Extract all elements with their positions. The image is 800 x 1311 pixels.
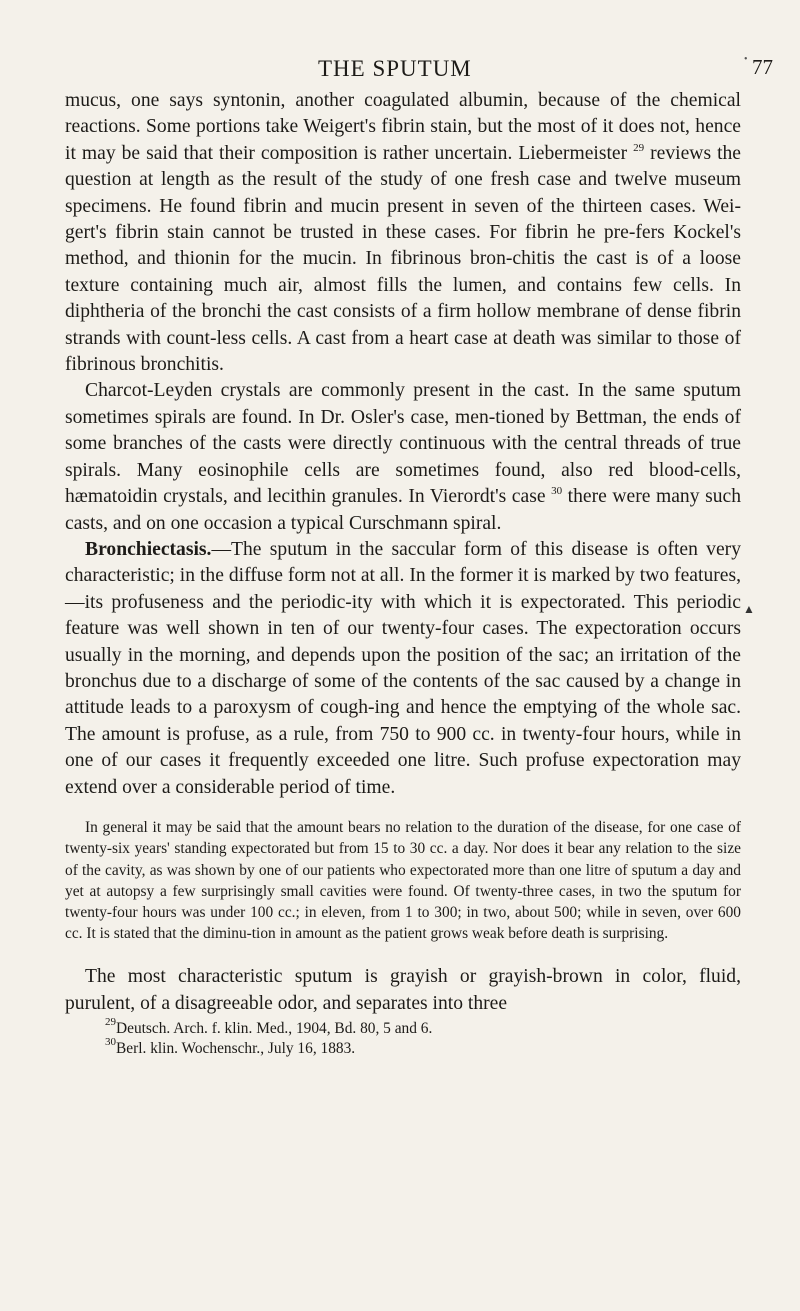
footnotes <box>105 1015 741 1059</box>
paragraph-1 <box>65 88 741 378</box>
margin-ink-mark-icon: ▲ <box>743 602 755 616</box>
footnote-29-mark: 29 <box>105 1015 116 1028</box>
paragraph-2-rest: there were many such casts, and on one occasion a typical Curschmann spiral. <box>65 486 741 534</box>
footnote-ref-29: 29 <box>633 141 645 154</box>
stray-dot-mark: • <box>744 54 748 65</box>
paragraph-2 <box>65 378 741 536</box>
paragraph-bronchiectasis <box>65 537 741 801</box>
footnote-ref-30: 30 <box>551 485 563 498</box>
running-head <box>0 54 800 84</box>
paragraph-1-text: mucus, one says syntonin, another coagulated albumin, because of the chemical reactions. Some portions take Weigert's fibrin stain, but the most of it does not, hence it may be said that their composition is rather uncertain. Liebermeister <box>65 90 741 164</box>
paragraph-2-text: Charcot-Leyden crystals are commonly present in the cast. In the same sputum sometimes spirals are found. In Dr. Osler's case, men-tioned by Bettman, the ends of some branches of the casts were directly continuous with the central threads of true spirals. Many eosinophile cells are sometimes found, also red blood-cells, hæmatoidin crystals, and lecithin granules. In Vierordt's case <box>65 380 741 508</box>
closing-paragraph: The most characteristic sputum is grayish or grayish-brown in color, fluid, purulent, of a disagreeable odor, and separates into three <box>65 965 741 1014</box>
paragraph-bronchiectasis-text: —The sputum in the saccular form of this disease is often very characteristic; in the diffuse form not at all. In the former it is marked by two features,—its profuseness and the periodic-ity with which it is expectorated. This periodic feature was well shown in ten of our twenty-four cases. The expectoration occurs usually in the morning, and depends upon the position of the sac; an irritation of the bronchus due to a discharge of some of the contents of the sac caused by a change in attitude leads to a paroxysm of cough-ing and hence the emptying of the whole sac. The amount is profuse, as a rule, from 750 to 900 cc. in twenty-four hours, while in one of our cases it frequently exceeded one litre. Such profuse expectoration may extend over a considerable period of time. <box>65 538 741 798</box>
paragraph-1-rest: reviews the question at length as the result of the study of one fresh case and twelve museum specimens. He found fibrin and mucin present in seven of the thirteen cases. Wei-gert's fibrin stain cannot be trusted in these cases. For fibrin he pre-fers Kockel's method, and thionin for the mucin. In fibrinous bron-chitis the cast is of a loose texture containing much air, almost fills the lumen, and contains few cells. In diphtheria of the bronchi the cast consists of a firm hollow membrane of dense fibrin strands with count-less cells. A cast from a heart case at death was similar to those of fibrinous bronchitis. <box>65 142 742 376</box>
page-number: 77 <box>752 55 773 79</box>
footnote-29 <box>105 1015 741 1039</box>
footnote-30-mark: 30 <box>105 1035 116 1048</box>
text-block <box>65 88 741 1059</box>
footnote-30-text: Berl. klin. Wochenschr., July 16, 1883. <box>116 1039 356 1057</box>
footnote-30 <box>105 1035 741 1059</box>
section-heading-bronchiectasis: Bronchiectasis. <box>85 538 212 560</box>
small-print-paragraph: In general it may be said that the amount bears no relation to the duration of the disease, for one case of twenty-six years' standing expectorated but from 15 to 30 cc. a day. Nor does it bear any relation to the size of the cavity, as was shown by one of our patients who expectorated more than one litre of sputum a day and yet at autopsy a few surprisingly small cavities were found. Of twenty-three cases, in two the sputum for twenty-four hours was under 100 cc.; in eleven, from 1 to 300; in two, about 500; while in seven, over 600 cc. It is stated that the diminu-tion in amount as the patient grows weak before death is surprising. <box>65 818 741 943</box>
page-title: THE SPUTUM <box>318 56 472 81</box>
footnote-29-text: Deutsch. Arch. f. klin. Med., 1904, Bd. 80, 5 and 6. <box>116 1019 433 1037</box>
